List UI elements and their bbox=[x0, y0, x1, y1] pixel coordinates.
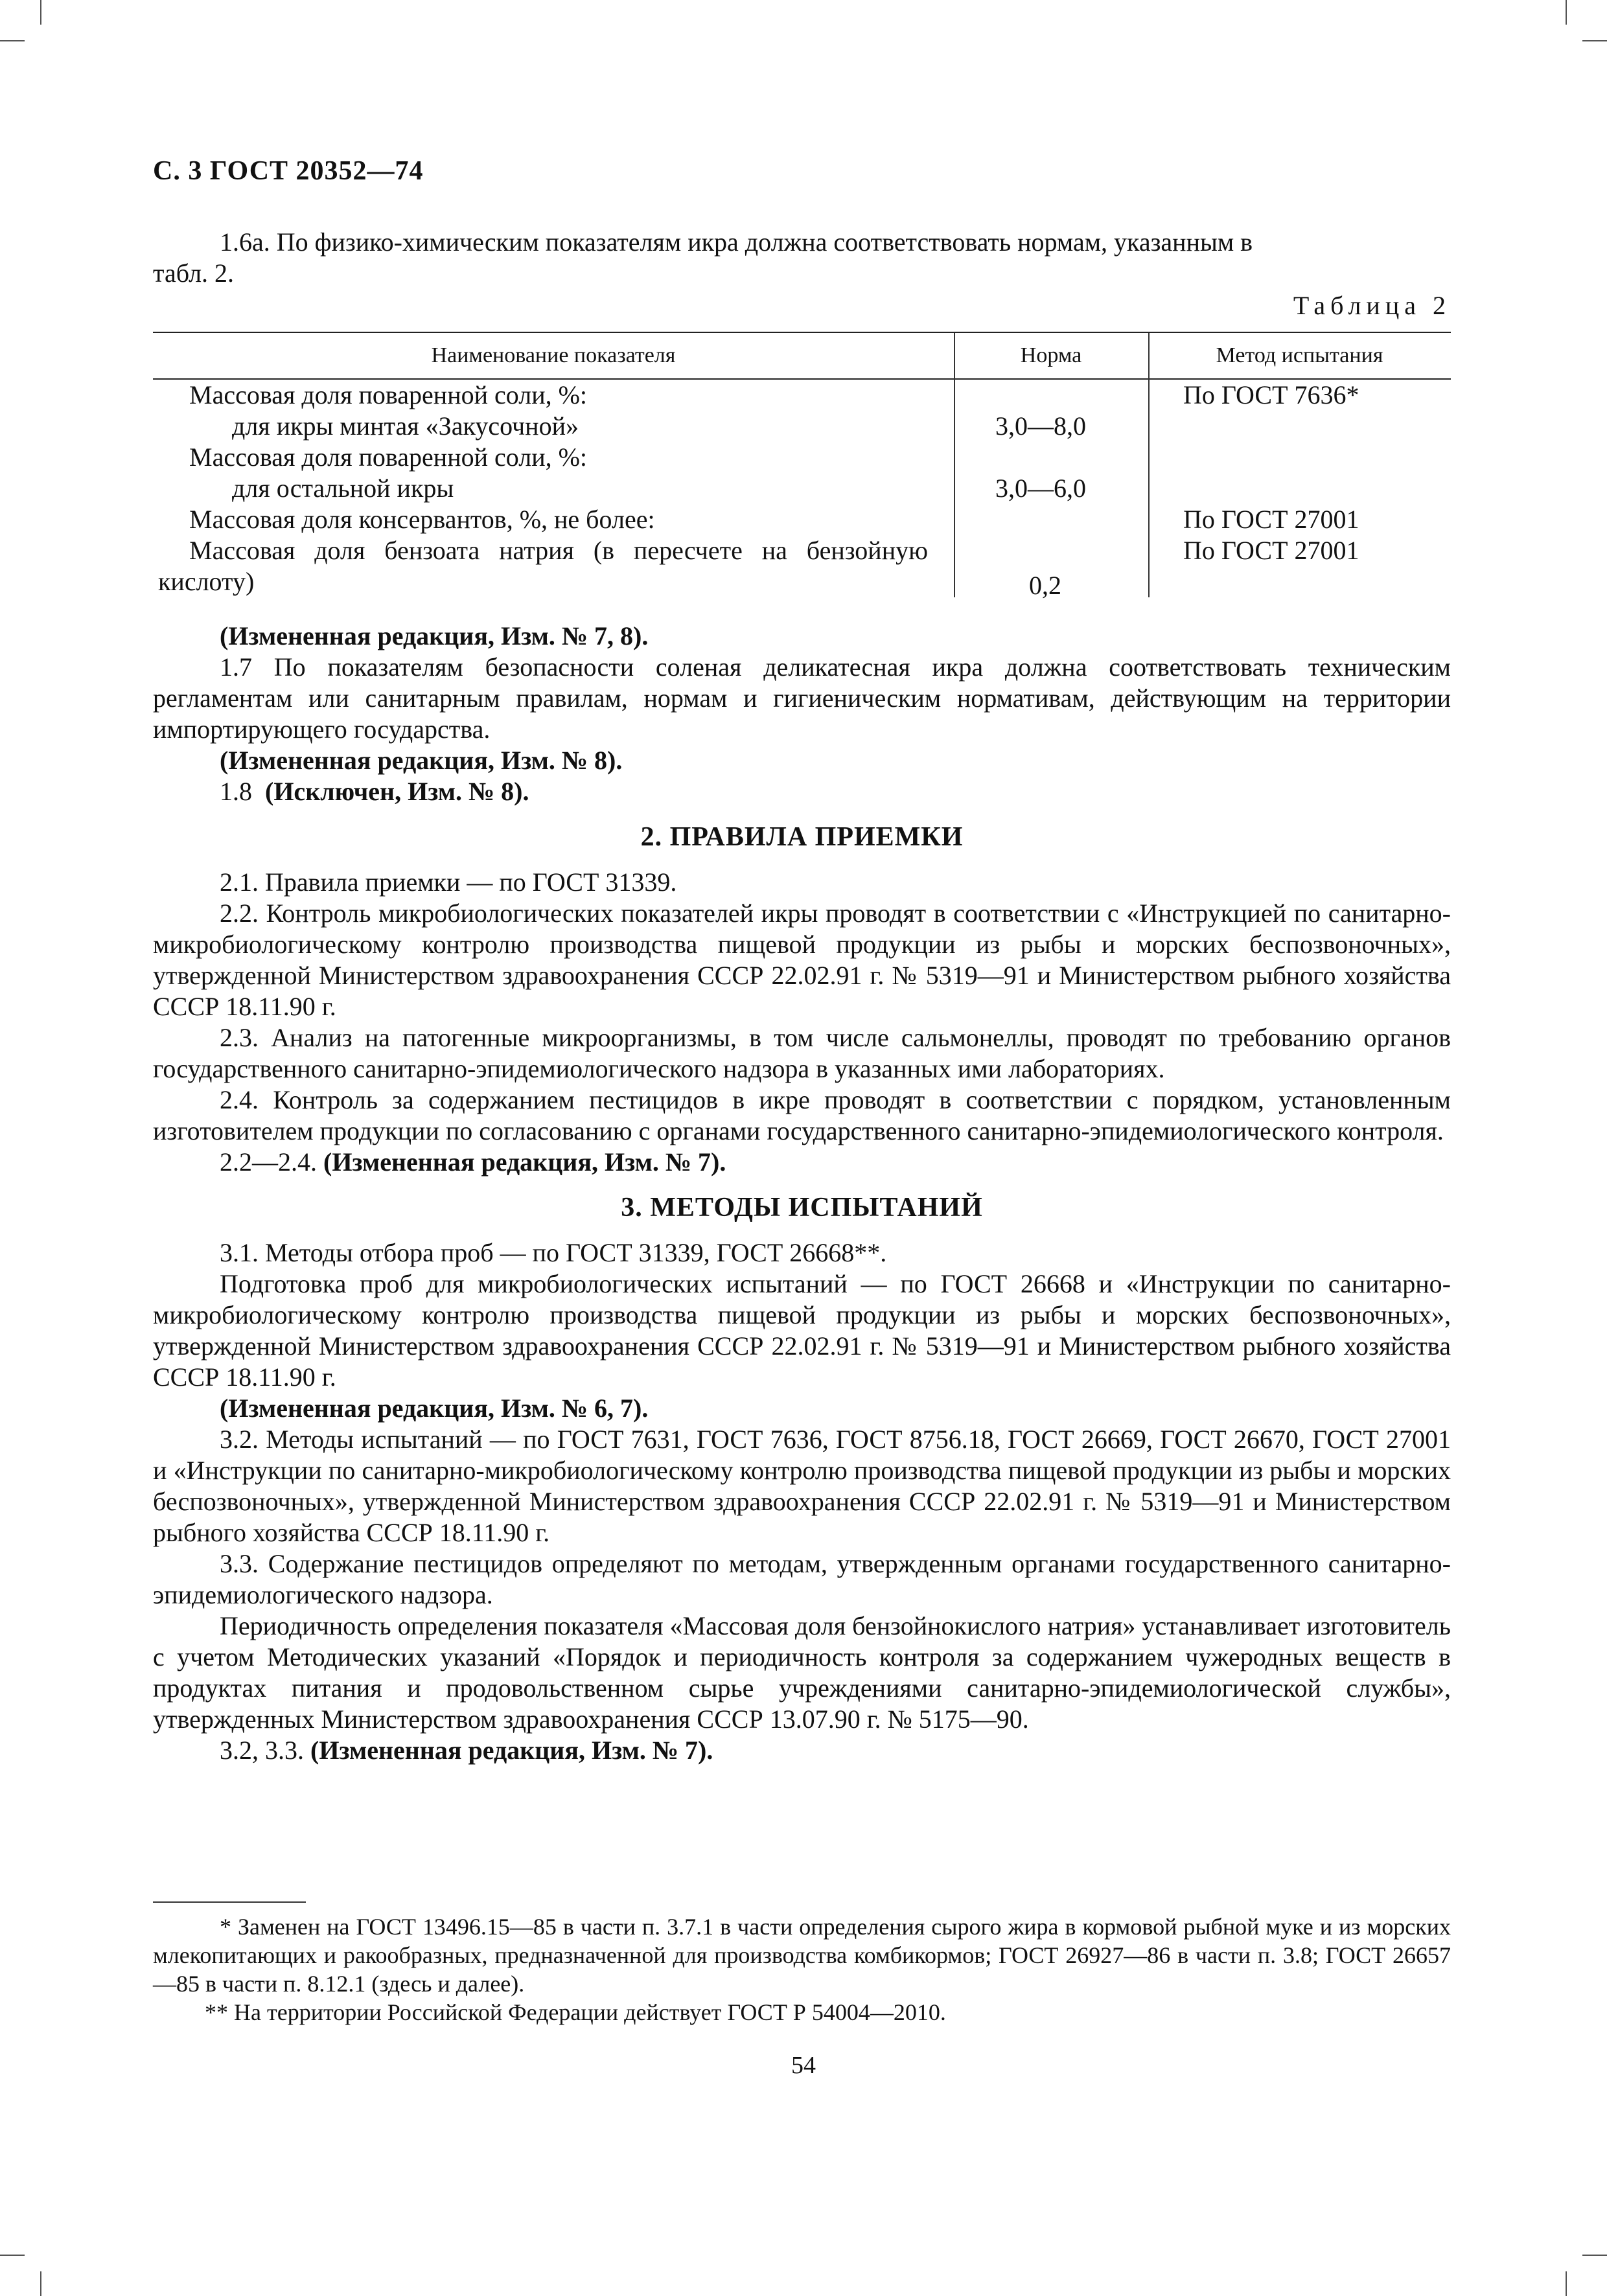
crop-mark-top-left bbox=[40, 0, 41, 25]
table-column-divider bbox=[1148, 333, 1150, 597]
table-cell-norm: 3,0—6,0 bbox=[995, 474, 1086, 503]
clause-number: 2.2—2.4. bbox=[220, 1147, 317, 1177]
table-cell-name: для икры минтая «Закусочной» bbox=[232, 411, 579, 441]
amendment-note: (Измененная редакция, Изм. № 6, 7). bbox=[220, 1394, 649, 1423]
crop-mark-bottom-left bbox=[40, 2271, 41, 2296]
table-column-divider bbox=[954, 333, 955, 597]
amendment-note: (Исключен, Изм. № 8). bbox=[265, 777, 529, 806]
table-cell-name: Массовая доля консервантов, %, не более: bbox=[189, 505, 655, 534]
table-caption: Таблица 2 bbox=[1293, 291, 1451, 320]
table-cell-norm: 0,2 bbox=[1029, 571, 1061, 600]
clause-1-8 bbox=[153, 776, 1451, 807]
table-cell-name: для остальной икры bbox=[232, 474, 454, 503]
intro-paragraph bbox=[153, 227, 1451, 289]
table-cell-method: По ГОСТ 27001 bbox=[1183, 505, 1359, 534]
clause-1-7: 1.7 По показателям безопасности соленая деликатесная икра должна соответствовать техническим регламентам или санитарным правилам, нормам и гигиеническим нормативам, действующим на территории импортирующего государства. bbox=[153, 652, 1451, 744]
crop-mark-top-left-h bbox=[0, 40, 25, 41]
page-header: С. 3 ГОСТ 20352—74 bbox=[153, 156, 424, 186]
footnote-2: ** На территории Российской Федерации действует ГОСТ Р 54004—2010. bbox=[205, 1999, 946, 2025]
table-cell-name: кислоту) bbox=[158, 567, 255, 596]
clause-3-3: 3.3. Содержание пестицидов определяют по методам, утвержденным органами государственного санитарно-эпидемиологического надзора. bbox=[153, 1549, 1451, 1609]
section-title-3: 3. МЕТОДЫ ИСПЫТАНИЙ bbox=[621, 1193, 983, 1223]
table-cell-name: Массовая доля бензоата натрия (в пересчете на бензойную bbox=[189, 536, 928, 565]
amendment-3-2-3-3 bbox=[153, 1735, 1451, 1766]
table-cell-name: Массовая доля поваренной соли, %: bbox=[189, 380, 588, 409]
section-title-2: 2. ПРАВИЛА ПРИЕМКИ bbox=[640, 822, 964, 852]
amendment-note: (Измененная редакция, Изм. № 7). bbox=[323, 1147, 726, 1177]
amendment-note: (Измененная редакция, Изм. № 8). bbox=[220, 746, 623, 775]
body-text bbox=[153, 621, 1451, 1766]
table-cell-method: По ГОСТ 7636* bbox=[1183, 380, 1359, 409]
table-cell-norm: 3,0—8,0 bbox=[995, 411, 1086, 441]
table-cell-name: Массовая доля поваренной соли, %: bbox=[189, 442, 588, 472]
clause-number: 3.2, 3.3. bbox=[220, 1736, 304, 1765]
amendment-note: (Измененная редакция, Изм. № 7, 8). bbox=[220, 621, 649, 650]
footnote-1: * Заменен на ГОСТ 13496.15—85 в части п. 3.7.1 в части определения сырого жира в кормовой рыбной муке и из морских млекопитающих и ракообразных, предназначенной для производства комбикормов; ГОСТ 26927—86 в части п. 3.8; ГОСТ 26657—85 в части п. 8.12.1 (здесь и далее). bbox=[153, 1914, 1451, 1997]
footnote-separator bbox=[153, 1901, 306, 1903]
table-header-norm: Норма bbox=[1020, 343, 1082, 367]
crop-mark-top-right-h bbox=[1582, 40, 1607, 41]
table-cell-method: По ГОСТ 27001 bbox=[1183, 536, 1359, 565]
table-body bbox=[153, 380, 1451, 600]
clause-3-1: 3.1. Методы отбора проб — по ГОСТ 31339, ГОСТ 26668**. bbox=[220, 1238, 887, 1267]
clause-3-2: 3.2. Методы испытаний — по ГОСТ 7631, ГОСТ 7636, ГОСТ 8756.18, ГОСТ 26669, ГОСТ 26670, ГОСТ 27001 и «Инструкции по санитарно-микробиологическому контролю производства пищевой продукции из рыбы и морских беспозвоночных», утвержденной Министерством здравоохранения СССР 22.02.91 г. № 5319—91 и Министерством рыбного хозяйства СССР 18.11.90 г. bbox=[153, 1425, 1451, 1547]
footnotes bbox=[153, 1912, 1451, 2026]
crop-mark-top-right bbox=[1566, 0, 1567, 25]
clause-2-3: 2.3. Анализ на патогенные микроорганизмы, в том числе сальмонеллы, проводят по требованию органов государственного санитарно-эпидемиологического надзора в указанных ими лабораториях. bbox=[153, 1023, 1451, 1083]
clause-2-1: 2.1. Правила приемки — по ГОСТ 31339. bbox=[220, 867, 677, 897]
crop-mark-bottom-left-h bbox=[0, 2255, 25, 2256]
table-2 bbox=[153, 332, 1451, 600]
page-number: 54 bbox=[791, 2052, 816, 2079]
amendment-2-2-2-4 bbox=[153, 1147, 1451, 1178]
crop-mark-bottom-right-h bbox=[1582, 2255, 1607, 2256]
intro-line-2: табл. 2. bbox=[153, 258, 235, 288]
clause-2-2: 2.2. Контроль микробиологических показателей икры проводят в соответствии с «Инструкцией по санитарно-микробиологическому контролю производства пищевой продукции из рыбы и морских беспозвоночных», утвержденной Министерством здравоохранения СССР 22.02.91 г. № 5319—91 и Министерством рыбного хозяйства СССР 18.11.90 г. bbox=[153, 899, 1451, 1021]
table-header-row bbox=[153, 333, 1451, 378]
clause-2-4: 2.4. Контроль за содержанием пестицидов в икре проводят в соответствии с порядком, установленным изготовителем продукции по согласованию с органами государственного санитарно-эпидемиологического контроля. bbox=[153, 1085, 1451, 1145]
crop-mark-bottom-right bbox=[1566, 2271, 1567, 2296]
table-header-method: Метод испытания bbox=[1216, 343, 1383, 367]
amendment-note: (Измененная редакция, Изм. № 7). bbox=[310, 1736, 713, 1765]
clause-number: 1.8 bbox=[220, 777, 252, 806]
clause-3-1-prep: Подготовка проб для микробиологических испытаний — по ГОСТ 26668 и «Инструкции по санитарно-микробиологическому контролю производства пищевой продукции из рыбы и морских беспозвоночных», утвержденной Министерством здравоохранения СССР 22.02.91 г. № 5319—91 и Министерством рыбного хозяйства СССР 18.11.90 г. bbox=[153, 1269, 1451, 1392]
intro-line-1: 1.6а. По физико-химическим показателям икра должна соответствовать нормам, указанным в bbox=[220, 227, 1253, 257]
table-header-name: Наименование показателя bbox=[431, 343, 676, 367]
clause-3-3-periodicity: Периодичность определения показателя «Массовая доля бензойнокислого натрия» устанавливает изготовитель с учетом Методических указаний «Порядок и периодичность контроля за содержанием чужеродных веществ в продуктах питания и продовольственном сырье учреждениями санитарно-эпидемиологической службы», утвержденных Министерством здравоохранения СССР 13.07.90 г. № 5175—90. bbox=[153, 1611, 1451, 1734]
